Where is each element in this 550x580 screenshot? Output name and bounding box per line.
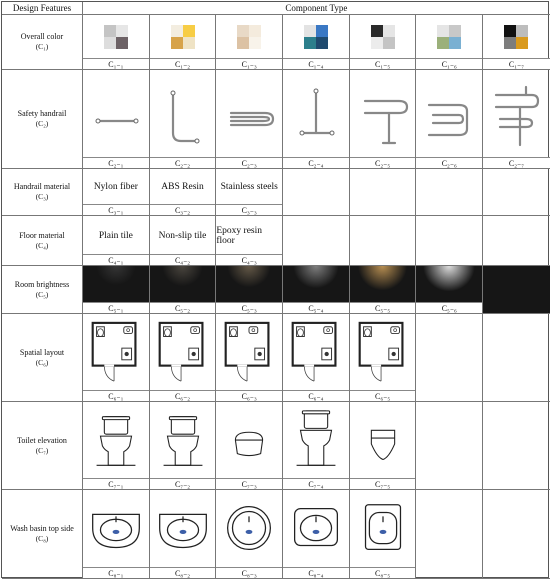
wash-basin-icon (286, 495, 346, 563)
color-swatch (171, 25, 195, 49)
component-code: C₈₋₃ (216, 567, 282, 578)
component-visual (83, 402, 149, 479)
color-swatch (437, 25, 461, 49)
component-visual (416, 15, 482, 59)
component-visual (416, 266, 482, 303)
component-cell (150, 15, 217, 70)
component-code: C₂₋₂ (150, 157, 216, 168)
material-label: ABS Resin (161, 182, 204, 192)
color-block (237, 37, 249, 49)
color-block (183, 37, 195, 49)
component-cell (350, 70, 417, 169)
component-cell (150, 402, 217, 490)
wash-basin-icon (353, 495, 413, 563)
material-label: Epoxy resin floor (216, 225, 263, 246)
component-code: C₅₋₂ (150, 302, 216, 313)
toilet-elevation-icon (153, 407, 213, 475)
component-visual (150, 70, 216, 158)
component-cell (216, 490, 283, 579)
component-visual (216, 70, 282, 158)
t-shaped-handrail-icon (286, 79, 346, 149)
component-code: C₆₋₁ (83, 390, 149, 401)
color-block (437, 37, 449, 49)
component-visual (283, 266, 349, 303)
feature-r3 (2, 169, 83, 216)
component-cell (83, 402, 150, 490)
feature-code: (C₆) (35, 357, 49, 367)
component-visual (283, 490, 349, 568)
feature-label: Room brightness (14, 279, 70, 289)
color-block (104, 37, 116, 49)
color-block (437, 25, 449, 37)
color-block (516, 25, 528, 37)
feature-code: (C₄) (35, 240, 49, 250)
component-code: C₆₋₃ (216, 390, 282, 401)
light-glow (416, 266, 482, 303)
color-block (516, 37, 528, 49)
component-visual (83, 169, 149, 205)
component-code: C₆₋₄ (283, 390, 349, 401)
combo-handrail-icon (486, 79, 546, 149)
color-block (383, 37, 395, 49)
component-cell (83, 216, 150, 266)
floor-plan-icon (86, 319, 146, 387)
component-cell (416, 70, 483, 169)
component-code: C₂₋₃ (216, 157, 282, 168)
component-code: C₁₋₃ (216, 58, 282, 69)
component-visual (83, 490, 149, 568)
component-cell (350, 402, 417, 490)
component-code: C₂₋₇ (483, 157, 550, 168)
component-code: C₃₋₃ (216, 204, 282, 215)
component-visual (350, 402, 416, 479)
component-code: C₅₋₄ (283, 302, 349, 313)
empty-cell (483, 314, 550, 402)
floor-plan-icon (219, 319, 279, 387)
wash-basin-icon (219, 495, 279, 563)
component-code: C₇₋₅ (350, 478, 416, 489)
empty-cell (416, 216, 483, 266)
component-visual (216, 402, 282, 479)
material-label: Non-slip tile (158, 230, 207, 241)
component-visual (350, 266, 416, 303)
color-swatch (304, 25, 328, 49)
light-glow (216, 266, 282, 303)
component-visual (150, 216, 216, 255)
component-cell (83, 266, 150, 314)
component-visual (150, 266, 216, 303)
component-visual (283, 314, 349, 391)
feature-code: (C₃) (35, 192, 49, 202)
component-code: C₈₋₁ (83, 567, 149, 578)
color-block (116, 37, 128, 49)
component-code: C₆₋₅ (350, 390, 416, 401)
component-cell (216, 216, 283, 266)
feature-label: Toilet elevation (17, 435, 67, 445)
header-design-features: Design Features (2, 2, 83, 15)
component-code: C₂₋₁ (83, 157, 149, 168)
color-block (316, 25, 328, 37)
color-swatch (371, 25, 395, 49)
component-cell (150, 70, 217, 169)
header-component-type: Component Type (83, 2, 550, 15)
color-block (171, 37, 183, 49)
component-cell (83, 314, 150, 402)
component-visual (216, 266, 282, 303)
material-label: Nylon fiber (93, 182, 138, 192)
component-cell (416, 15, 483, 70)
component-cell (283, 70, 350, 169)
color-block (249, 25, 261, 37)
component-cell (283, 15, 350, 70)
material-label: Plain tile (98, 230, 133, 241)
component-cell (216, 402, 283, 490)
light-glow (83, 266, 149, 303)
feature-label: Spatial layout (19, 347, 65, 357)
feature-code: (C₇) (35, 445, 49, 455)
component-cell (150, 266, 217, 314)
floor-plan-icon (286, 319, 346, 387)
material-label: Stainless steels (220, 182, 278, 192)
component-visual (83, 266, 149, 303)
component-code: C₅₋₁ (83, 302, 149, 313)
component-code: C₅₋₃ (216, 302, 282, 313)
empty-cell (483, 266, 550, 314)
component-code: C₈₋₅ (350, 567, 416, 578)
component-code: C₇₋₄ (283, 478, 349, 489)
component-code: C₁₋₂ (150, 58, 216, 69)
light-glow (283, 266, 349, 303)
straight-handrail-icon (86, 79, 146, 149)
component-code: C₇₋₁ (83, 478, 149, 489)
empty-cell (283, 216, 350, 266)
component-cell (216, 15, 283, 70)
component-cell (216, 169, 283, 216)
color-block (171, 25, 183, 37)
empty-cell (416, 402, 483, 490)
toilet-elevation-icon (353, 407, 413, 475)
component-visual (483, 15, 550, 59)
empty-cell (416, 490, 483, 579)
feature-r4 (2, 216, 83, 266)
component-visual (216, 490, 282, 568)
color-block (371, 37, 383, 49)
component-code: C₂₋₆ (416, 157, 482, 168)
feature-r7 (2, 402, 83, 490)
component-cell (416, 266, 483, 314)
floor-support-handrail-icon (353, 79, 413, 149)
component-code: C₄₋₂ (150, 254, 216, 265)
component-visual (350, 70, 416, 158)
design-features-table (1, 1, 549, 578)
component-visual (283, 70, 349, 158)
color-block (304, 25, 316, 37)
toilet-elevation-icon (286, 407, 346, 475)
component-visual (350, 314, 416, 391)
component-cell (283, 314, 350, 402)
component-cell (483, 15, 550, 70)
component-visual (283, 402, 349, 479)
floor-plan-icon (353, 319, 413, 387)
component-cell (216, 314, 283, 402)
component-cell (216, 266, 283, 314)
component-code: C₁₋₇ (483, 58, 550, 69)
color-block (316, 37, 328, 49)
component-code: C₂₋₄ (283, 157, 349, 168)
color-block (449, 25, 461, 37)
component-visual (350, 490, 416, 568)
light-glow (150, 266, 216, 303)
floor-plan-icon (153, 319, 213, 387)
component-cell (83, 169, 150, 216)
color-swatch (104, 25, 128, 49)
empty-cell (416, 314, 483, 402)
wash-basin-icon (86, 495, 146, 563)
component-visual (83, 314, 149, 391)
feature-label: Floor material (19, 230, 65, 240)
component-visual (416, 70, 482, 158)
component-code: C₁₋₅ (350, 58, 416, 69)
component-cell (83, 70, 150, 169)
feature-label: Wash basin top side (10, 524, 74, 534)
component-code: C₅₋₆ (416, 302, 482, 313)
color-block (249, 37, 261, 49)
empty-cell (283, 169, 350, 216)
component-code: C₁₋₆ (416, 58, 482, 69)
component-visual (216, 169, 282, 205)
component-cell (83, 15, 150, 70)
component-visual (216, 216, 282, 255)
double-u-handrail-icon (419, 79, 479, 149)
component-visual (150, 402, 216, 479)
component-cell (283, 490, 350, 579)
component-visual (83, 15, 149, 59)
component-cell (150, 314, 217, 402)
color-block (371, 25, 383, 37)
component-code: C₈₋₂ (150, 567, 216, 578)
feature-r5 (2, 266, 83, 314)
feature-code: (C₅) (35, 289, 49, 299)
feature-r2 (2, 70, 83, 169)
component-cell (350, 15, 417, 70)
feature-label: Handrail material (13, 182, 71, 192)
component-code: C₂₋₅ (350, 157, 416, 168)
component-code: C₃₋₂ (150, 204, 216, 215)
component-code: C₅₋₅ (350, 302, 416, 313)
component-cell (216, 70, 283, 169)
component-code: C₄₋₃ (216, 254, 282, 265)
feature-code: (C₈) (35, 534, 49, 544)
component-visual (216, 15, 282, 59)
component-visual (150, 15, 216, 59)
empty-cell (350, 169, 417, 216)
toilet-elevation-icon (86, 407, 146, 475)
color-block (104, 25, 116, 37)
color-block (237, 25, 249, 37)
component-cell (283, 402, 350, 490)
component-code: C₆₋₂ (150, 390, 216, 401)
component-cell (350, 314, 417, 402)
color-block (116, 25, 128, 37)
component-visual (483, 70, 550, 158)
component-visual (150, 490, 216, 568)
component-visual (150, 314, 216, 391)
feature-label: Safety handrail (17, 109, 67, 119)
empty-cell (483, 169, 550, 216)
light-glow (350, 266, 416, 303)
component-visual (350, 15, 416, 59)
feature-code: (C₂) (35, 119, 49, 129)
color-swatch (237, 25, 261, 49)
color-swatch (504, 25, 528, 49)
component-cell (350, 266, 417, 314)
toilet-elevation-icon (219, 407, 279, 475)
component-visual (150, 169, 216, 205)
component-code: C₇₋₃ (216, 478, 282, 489)
component-visual (83, 70, 149, 158)
u-shaped-handrail-icon (219, 79, 279, 149)
l-shaped-handrail-icon (153, 79, 213, 149)
color-block (504, 25, 516, 37)
component-cell (283, 266, 350, 314)
feature-r6 (2, 314, 83, 402)
color-block (383, 25, 395, 37)
feature-code: (C₁) (35, 42, 49, 52)
feature-r8 (2, 490, 83, 579)
feature-label: Overall color (20, 32, 64, 42)
color-block (304, 37, 316, 49)
empty-cell (416, 169, 483, 216)
empty-cell (483, 490, 550, 579)
component-cell (350, 490, 417, 579)
color-block (504, 37, 516, 49)
empty-cell (483, 402, 550, 490)
component-cell (150, 216, 217, 266)
color-block (449, 37, 461, 49)
component-code: C₁₋₄ (283, 58, 349, 69)
component-visual (216, 314, 282, 391)
component-visual (283, 15, 349, 59)
component-visual (83, 216, 149, 255)
component-cell (483, 70, 550, 169)
component-code: C₃₋₁ (83, 204, 149, 215)
feature-r1 (2, 15, 83, 70)
color-block (183, 25, 195, 37)
component-code: C₇₋₂ (150, 478, 216, 489)
component-code: C₁₋₁ (83, 58, 149, 69)
component-cell (83, 490, 150, 579)
component-code: C₈₋₄ (283, 567, 349, 578)
component-cell (150, 490, 217, 579)
empty-cell (350, 216, 417, 266)
empty-cell (483, 216, 550, 266)
wash-basin-icon (153, 495, 213, 563)
component-code: C₄₋₁ (83, 254, 149, 265)
component-cell (150, 169, 217, 216)
